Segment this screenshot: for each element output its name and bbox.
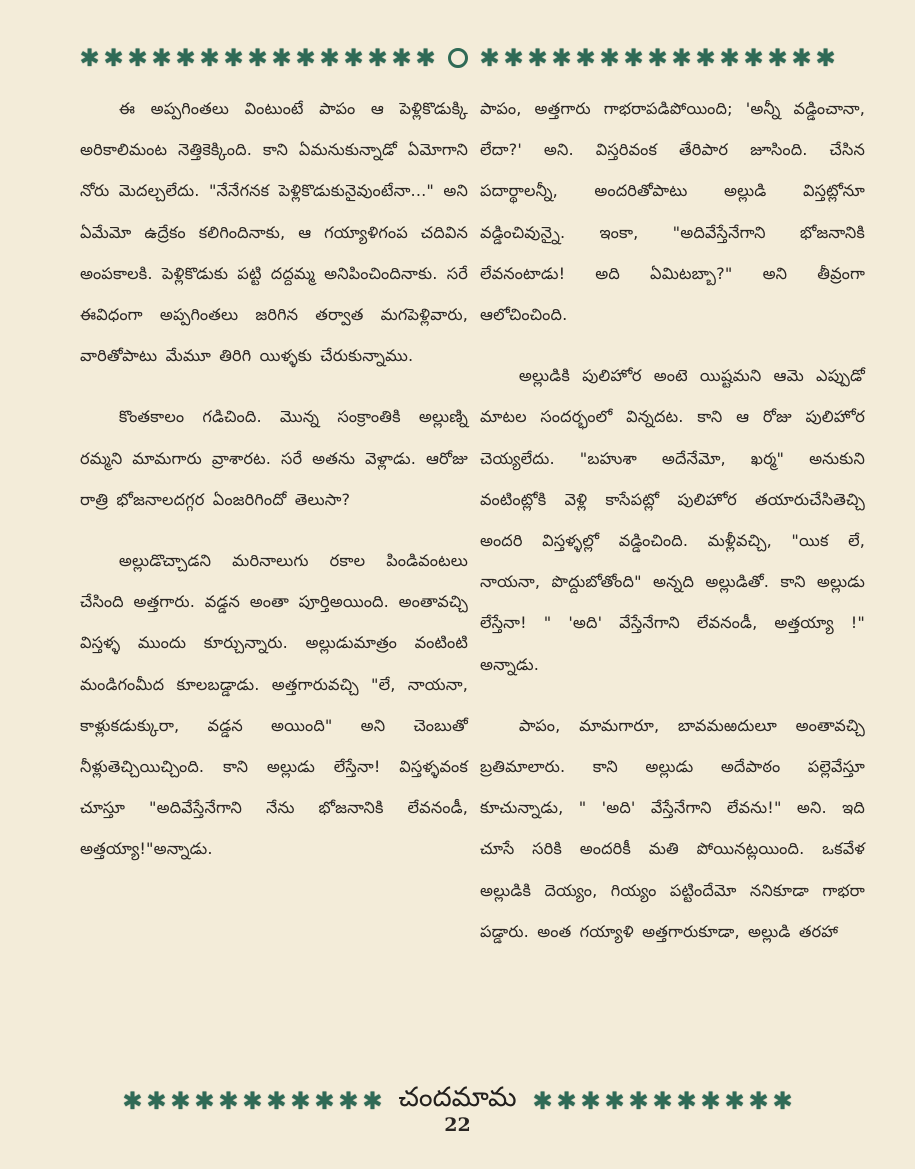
right-star-band: [531, 1089, 795, 1113]
star-ornament: ✱: [415, 44, 436, 72]
star-ornament: ✱: [343, 44, 364, 72]
star-ornament: ✱: [338, 1087, 359, 1115]
star-ornament: ✱: [724, 1087, 745, 1115]
star-ornament: ✱: [532, 1087, 553, 1115]
star-ornament: ✱: [199, 44, 220, 72]
star-ornament: ✱: [719, 44, 740, 72]
paragraph: ఈ అప్పగింతలు వింటుంటే పాపం ఆ పెళ్లికొడుక్కి అరికాలిమంట నెత్తికెక్కింది. కాని ఏమనుకున్నాడో ఏమోగాని నోరు మెదల్చలేదు. "నేనేగనక పెళ్లికొడుకునైవుంటేనా..." అని ఏమేమో ఉద్రేకం కలిగిందినాకు, ఆ గయ్యాళిగంప చదివిన అంపకాలకి. పెళ్లికొడుకు పట్టి దద్దమ్మ అనిపించిందినాకు. సరే ఈవిధంగా అప్పగింతలు జరిగిన తర్వాత మగపెళ్లివారు, వారితోపాటు మేమూ తిరిగి యిళ్ళకు చేరుకున్నాము.: [80, 99, 468, 366]
star-ornament: ✱: [647, 44, 668, 72]
star-ornament: ✱: [772, 1087, 793, 1115]
ring-ornament: [448, 48, 468, 68]
paragraph: పాపం, మామగారూ, బావమఱదులూ అంతావచ్చి బ్రతిమాలారు. కాని అల్లుడు అదేపాఠం పల్లెవేస్తూ కూచున్నాడు, " 'అది' వేస్తేనేగాని లేవను!" అని. ఇది చూసే సరికి అందరికీ మతి పోయినట్లయింది. ఒకవేళ అల్లుడికి దెయ్యం, గియ్యం పట్టిందేమో ననికూడా గాభరా పడ్డారు. అంత గయ్యాళి అత్తగారుకూడా, అల్లుడి తరహా: [480, 715, 865, 941]
star-ornament: ✱: [628, 1087, 649, 1115]
star-ornament: ✱: [479, 44, 500, 72]
star-ornament: ✱: [791, 44, 812, 72]
star-ornament: ✱: [575, 44, 596, 72]
star-ornament: ✱: [362, 1087, 383, 1115]
right-column: [480, 88, 865, 1068]
star-ornament: ✱: [314, 1087, 335, 1115]
star-ornament: ✱: [695, 44, 716, 72]
star-ornament: ✱: [247, 44, 268, 72]
star-ornament: ✱: [743, 44, 764, 72]
star-ornament: ✱: [79, 44, 100, 72]
star-ornament: ✱: [599, 44, 620, 72]
star-ornament: ✱: [580, 1087, 601, 1115]
star-ornament: ✱: [271, 44, 292, 72]
paragraph: పాపం, అత్తగారు గాభరాపడిపోయింది; 'అన్నీ వడ్డించానా, లేదా?' అని. విస్తరివంక తేరిపార జూసింది. చేసిన పదార్థాలన్నీ, అందరితోపాటు అల్లుడి విస్తట్లోనూ వడ్డించివున్నై. ఇంకా, "అదివేస్తేనేగాని భోజనానికి లేవనంటాడు! అది ఏమిటబ్బా?" అని తీవ్రంగా ఆలోచించింది.: [480, 99, 865, 325]
star-ornament: ✱: [295, 44, 316, 72]
star-ornament: ✱: [815, 44, 836, 72]
star-ornament: ✱: [223, 44, 244, 72]
star-ornament: ✱: [391, 44, 412, 72]
star-ornament: ✱: [319, 44, 340, 72]
paragraph: అల్లుడికి పులిహోర అంటె యిష్టమని ఆమె ఎప్పుడో మాటల సందర్భంలో విన్నదట. కాని ఆ రోజు పులిహోర చెయ్యలేదు. "బహుశా అదేనేమో, ఖర్మ" అనుకుని వంటింట్లోకి వెళ్లి కాసేపట్లో పులిహోర తయారుచేసితెచ్చి అందరి విస్తళ్ళల్లో వడ్డించింది. మళ్లీవచ్చి, "యిక లే, నాయనా, పొద్దుబోతోంది" అన్నది అల్లుడితో. కాని అల్లుడు లేస్తేనా! " 'అది' వేస్తేనేగాని లేవనండీ, అత్తయ్యా !" అన్నాడు.: [480, 366, 865, 674]
top-ornament-border: [0, 38, 915, 78]
star-ornament: ✱: [367, 44, 388, 72]
star-ornament: ✱: [170, 1087, 191, 1115]
star-ornament: ✱: [527, 44, 548, 72]
star-ornament: ✱: [604, 1087, 625, 1115]
star-ornament: ✱: [175, 44, 196, 72]
left-star-band: [78, 46, 438, 70]
star-ornament: ✱: [556, 1087, 577, 1115]
star-ornament: ✱: [290, 1087, 311, 1115]
paragraph: కొంతకాలం గడిచింది. మొన్న సంక్రాంతికి అల్లుణ్ని రమ్మని మామగారు వ్రాశారట. సరే అతను వెళ్లాడు. ఆరోజు రాత్రి భోజనాలదగ్గర ఏంజరిగిందో తెలుసా?: [80, 407, 468, 509]
magazine-title: చందమామ: [398, 1082, 517, 1113]
left-star-band: [120, 1089, 384, 1113]
star-ornament: ✱: [103, 44, 124, 72]
star-ornament: ✱: [218, 1087, 239, 1115]
star-ornament: ✱: [676, 1087, 697, 1115]
star-ornament: ✱: [146, 1087, 167, 1115]
star-ornament: ✱: [242, 1087, 263, 1115]
left-column: [80, 88, 468, 1068]
star-ornament: ✱: [748, 1087, 769, 1115]
star-ornament: ✱: [551, 44, 572, 72]
star-ornament: ✱: [127, 44, 148, 72]
star-ornament: ✱: [767, 44, 788, 72]
star-ornament: ✱: [151, 44, 172, 72]
star-ornament: ✱: [623, 44, 644, 72]
star-ornament: ✱: [671, 44, 692, 72]
paragraph: అల్లుడొచ్చాడని మరినాలుగు రకాల పిండివంటలు చేసింది అత్తగారు. వడ్డన అంతా పూర్తిఅయింది. అంతావచ్చి విస్తళ్ళ ముందు కూర్చున్నారు. అల్లుడుమాత్రం వంటింటి మండిగంమీద కూలబడ్డాడు. అత్తగారువచ్చి "లే, నాయనా, కాళ్లుకడుక్కురా, వడ్డన అయింది" అని చెంబుతో నీళ్లుతెచ్చియిచ్చింది. కాని అల్లుడు లేస్తేనా! విస్తళ్ళవంక చూస్తూ "అదివేస్తేనేగాని నేను భోజనానికి లేవనండీ, అత్తయ్యా!"అన్నాడు.: [80, 551, 468, 859]
star-ornament: ✱: [700, 1087, 721, 1115]
right-star-band: [478, 46, 838, 70]
star-ornament: ✱: [194, 1087, 215, 1115]
star-ornament: ✱: [652, 1087, 673, 1115]
star-ornament: ✱: [503, 44, 524, 72]
star-ornament: ✱: [122, 1087, 143, 1115]
star-ornament: ✱: [266, 1087, 287, 1115]
page-number: 22: [444, 1114, 471, 1136]
